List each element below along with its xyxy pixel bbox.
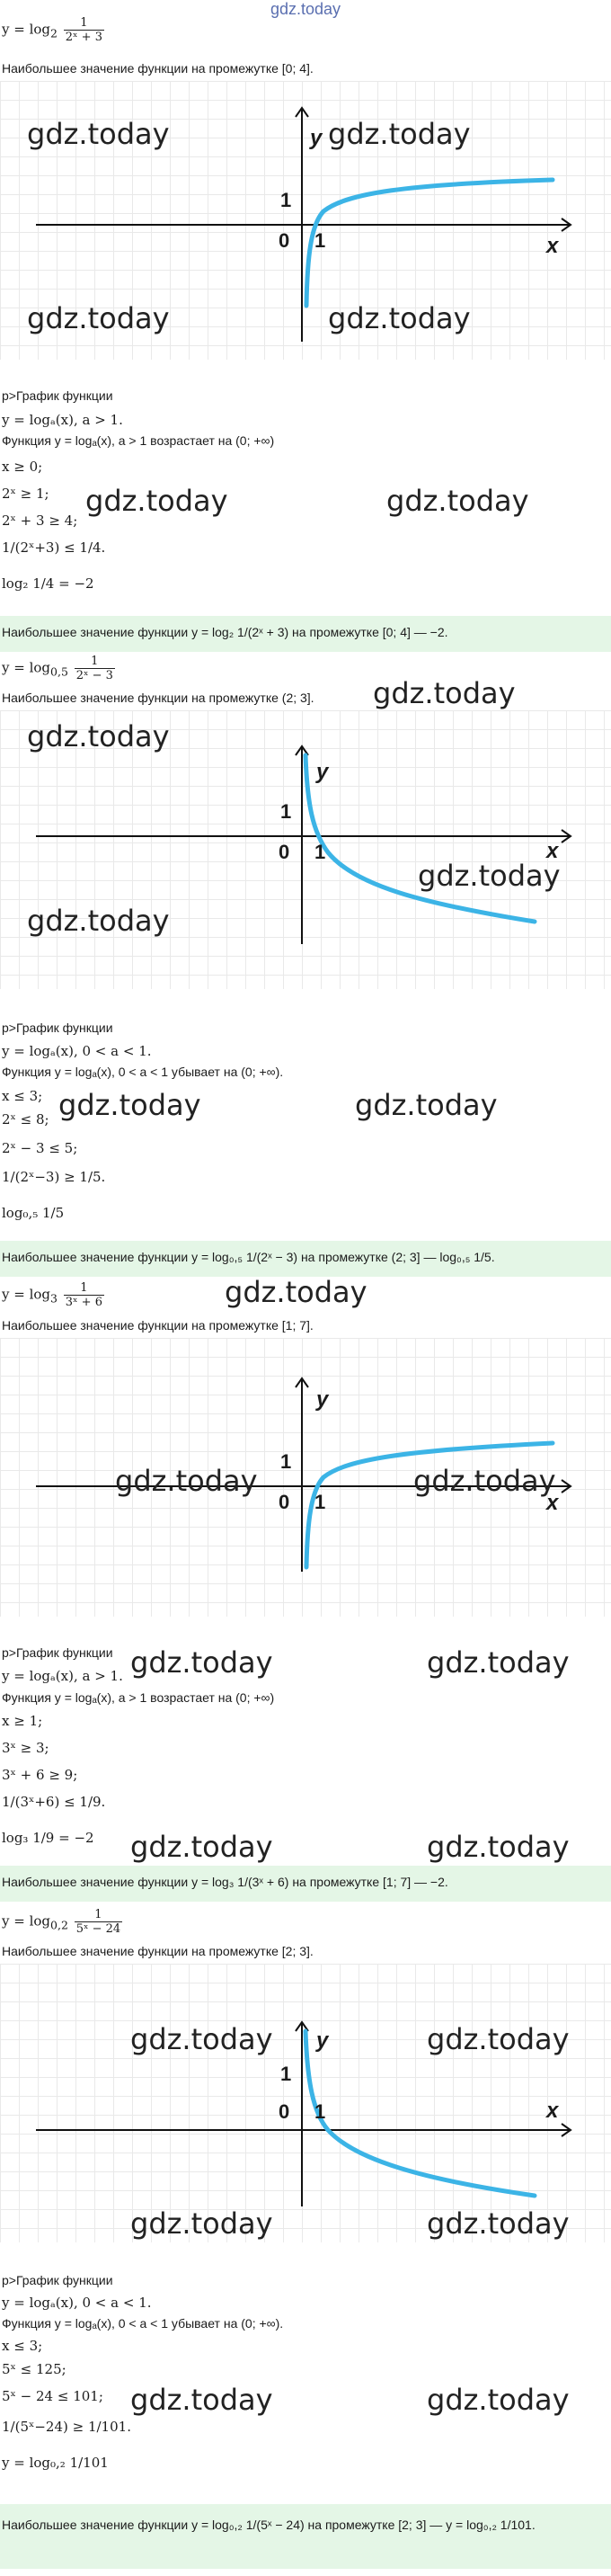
watermark: gdz.today xyxy=(427,1645,570,1680)
x-one-label: 1 xyxy=(314,229,326,252)
watermark: gdz.today xyxy=(427,1830,570,1864)
watermark: gdz.today xyxy=(130,2383,273,2417)
solution-line: 1/(5ˣ−24) ≥ 1/101. xyxy=(2,2419,131,2435)
formula-base: 3 xyxy=(50,1291,58,1306)
x-axis-label: x xyxy=(546,839,559,863)
watermark: gdz.today xyxy=(225,1275,367,1309)
solution-line: y = logₐ(x), 0 < a < 1. xyxy=(2,2295,152,2311)
watermark: gdz.today xyxy=(115,1464,258,1498)
fraction-denominator: 2ˣ − 3 xyxy=(75,669,113,682)
solution-line: 1/(2ˣ+3) ≤ 1/4. xyxy=(2,539,106,556)
fraction-numerator: 1 xyxy=(64,16,104,31)
graph-caption: p>График функции xyxy=(2,1645,113,1660)
watermark: gdz.today xyxy=(427,2022,570,2056)
y-one-label: 1 xyxy=(280,2063,292,2085)
watermark: gdz.today xyxy=(27,904,170,938)
answer-text: Наибольшее значение функции y = log₃ 1/(3ˣ + 6) на промежутке [1; 7] — −2. xyxy=(2,1875,448,1889)
y-axis-label: y xyxy=(316,2028,329,2053)
solution-line: log₂ 1/4 = −2 xyxy=(2,575,94,592)
origin-label: 0 xyxy=(279,1491,290,1513)
answer-box xyxy=(0,616,611,652)
y-one-label: 1 xyxy=(280,189,292,211)
formula-prefix: y = log xyxy=(2,1286,51,1303)
answer-box xyxy=(0,1241,611,1277)
watermark: gdz.today xyxy=(418,859,561,893)
graph-caption: p>График функции xyxy=(2,2273,113,2287)
solution-line: log₀,₅ 1/5 xyxy=(2,1205,65,1221)
watermark: gdz.today xyxy=(27,719,170,753)
watermark: gdz.today xyxy=(328,301,471,335)
x-one-label: 1 xyxy=(314,841,326,863)
function-graph xyxy=(0,1338,611,1617)
fraction-numerator: 1 xyxy=(64,1281,104,1296)
watermark: gdz.today xyxy=(27,117,170,151)
watermark: gdz.today xyxy=(58,1088,201,1122)
log-curve xyxy=(306,755,535,922)
answer-box xyxy=(0,1866,611,1902)
formula-prefix: y = log xyxy=(2,1912,51,1930)
graph-svg xyxy=(0,1964,611,2242)
graph-caption: p>График функции xyxy=(2,388,113,403)
fraction-denominator: 5ˣ − 24 xyxy=(75,1922,121,1936)
solution-line: 2ˣ ≥ 1; xyxy=(2,486,49,502)
solution-line: y = logₐ(x), a > 1. xyxy=(2,1668,123,1684)
watermark: gdz.today xyxy=(427,2206,570,2241)
solution-line: 3ˣ + 6 ≥ 9; xyxy=(2,1767,78,1783)
solution-line: y = logₐ(x), 0 < a < 1. xyxy=(2,1043,152,1059)
watermark: gdz.today xyxy=(355,1088,498,1122)
y-axis-label: y xyxy=(316,1387,329,1412)
solution-line: 2ˣ + 3 ≥ 4; xyxy=(2,513,78,529)
solution-line: Функция y = logₐ(x), 0 < a < 1 убывает на (0; +∞). xyxy=(2,1065,284,1079)
solution-line: 5ˣ ≤ 125; xyxy=(2,2361,66,2377)
x-axis-label: x xyxy=(546,234,559,258)
formula-fraction xyxy=(64,16,104,44)
formula-prefix: y = log xyxy=(2,21,51,38)
solution-line: 2ˣ − 3 ≤ 5; xyxy=(2,1140,78,1156)
watermark: gdz.today xyxy=(85,484,228,518)
solution-line: 1/(3ˣ+6) ≤ 1/9. xyxy=(2,1794,106,1810)
task-statement: Наибольшее значение функции на промежутке [2; 3]. xyxy=(2,1944,314,1958)
origin-label: 0 xyxy=(279,229,290,252)
watermark: gdz.today xyxy=(373,676,516,710)
watermark: gdz.today xyxy=(130,1645,273,1680)
y-one-label: 1 xyxy=(280,1450,292,1473)
solution-line: 2ˣ ≤ 8; xyxy=(2,1111,49,1128)
solution-line: y = logₐ(x), a > 1. xyxy=(2,412,123,428)
watermark: gdz.today xyxy=(27,301,170,335)
origin-label: 0 xyxy=(279,2100,290,2123)
function-graph xyxy=(0,1964,611,2242)
watermark: gdz.today xyxy=(328,117,471,151)
log-curve xyxy=(306,180,553,306)
graph-caption: p>График функции xyxy=(2,1021,113,1035)
task-statement: Наибольшее значение функции на промежутке (2; 3]. xyxy=(2,691,314,705)
function-formula xyxy=(2,655,117,682)
solution-line: log₃ 1/9 = −2 xyxy=(2,1830,94,1846)
watermark: gdz.today xyxy=(386,484,529,518)
watermark: gdz.today xyxy=(130,2022,273,2056)
function-formula xyxy=(2,16,106,44)
watermark: gdz.today xyxy=(130,1830,273,1864)
x-axis-label: x xyxy=(546,2099,559,2123)
answer-text: Наибольшее значение функции y = log₀,₂ 1/(5ˣ − 24) на промежутке [2; 3] — y = log₀,₂ 1/101. xyxy=(2,2518,536,2532)
origin-label: 0 xyxy=(279,841,290,863)
solution-line: Функция y = logₐ(x), a > 1 возрастает на (0; +∞) xyxy=(2,433,275,448)
answer-box xyxy=(0,2504,611,2569)
solution-line: x ≥ 1; xyxy=(2,1713,43,1729)
solution-line: Функция y = logₐ(x), a > 1 возрастает на (0; +∞) xyxy=(2,1690,275,1705)
function-graph xyxy=(0,710,611,989)
formula-base: 2 xyxy=(50,26,58,40)
formula-fraction xyxy=(75,655,115,682)
solution-line: x ≥ 0; xyxy=(2,459,43,475)
solution-line: y = log₀,₂ 1/101 xyxy=(2,2455,109,2471)
formula-base: 0,5 xyxy=(50,664,68,679)
formula-base: 0,2 xyxy=(50,1918,68,1932)
formula-fraction xyxy=(64,1281,104,1309)
solution-line: x ≤ 3; xyxy=(2,1088,43,1104)
x-axis-label: x xyxy=(546,1491,559,1515)
watermark: gdz.today xyxy=(130,2206,273,2241)
function-graph xyxy=(0,81,611,360)
y-one-label: 1 xyxy=(280,800,292,823)
y-axis-label: y xyxy=(310,126,323,150)
solution-line: Функция y = logₐ(x), 0 < a < 1 убывает на (0; +∞). xyxy=(2,2316,284,2331)
formula-fraction xyxy=(75,1908,122,1936)
solution-line: 5ˣ − 24 ≤ 101; xyxy=(2,2388,103,2404)
answer-text: Наибольшее значение функции y = log₀,₅ 1/(2ˣ − 3) на промежутке (2; 3] — log₀,₅ 1/5. xyxy=(2,1250,495,1264)
function-formula xyxy=(2,1908,124,1936)
task-statement: Наибольшее значение функции на промежутке [1; 7]. xyxy=(2,1318,314,1333)
solution-line: x ≤ 3; xyxy=(2,2338,43,2354)
fraction-denominator: 3ˣ + 6 xyxy=(65,1296,102,1309)
solution-line: 3ˣ ≥ 3; xyxy=(2,1740,49,1756)
site-header[interactable]: gdz.today xyxy=(270,0,341,18)
y-axis-label: y xyxy=(316,760,329,784)
watermark: gdz.today xyxy=(413,1464,556,1498)
fraction-numerator: 1 xyxy=(75,1908,122,1922)
formula-prefix: y = log xyxy=(2,659,51,676)
fraction-numerator: 1 xyxy=(75,655,115,669)
function-formula xyxy=(2,1281,106,1309)
log-curve xyxy=(306,1443,553,1567)
task-statement: Наибольшее значение функции на промежутке [0; 4]. xyxy=(2,61,314,76)
fraction-denominator: 2ˣ + 3 xyxy=(65,31,102,44)
x-one-label: 1 xyxy=(314,2100,326,2123)
solution-line: 1/(2ˣ−3) ≥ 1/5. xyxy=(2,1169,106,1185)
answer-text: Наибольшее значение функции y = log₂ 1/(2ˣ + 3) на промежутке [0; 4] — −2. xyxy=(2,625,448,639)
x-one-label: 1 xyxy=(314,1491,326,1513)
watermark: gdz.today xyxy=(427,2383,570,2417)
